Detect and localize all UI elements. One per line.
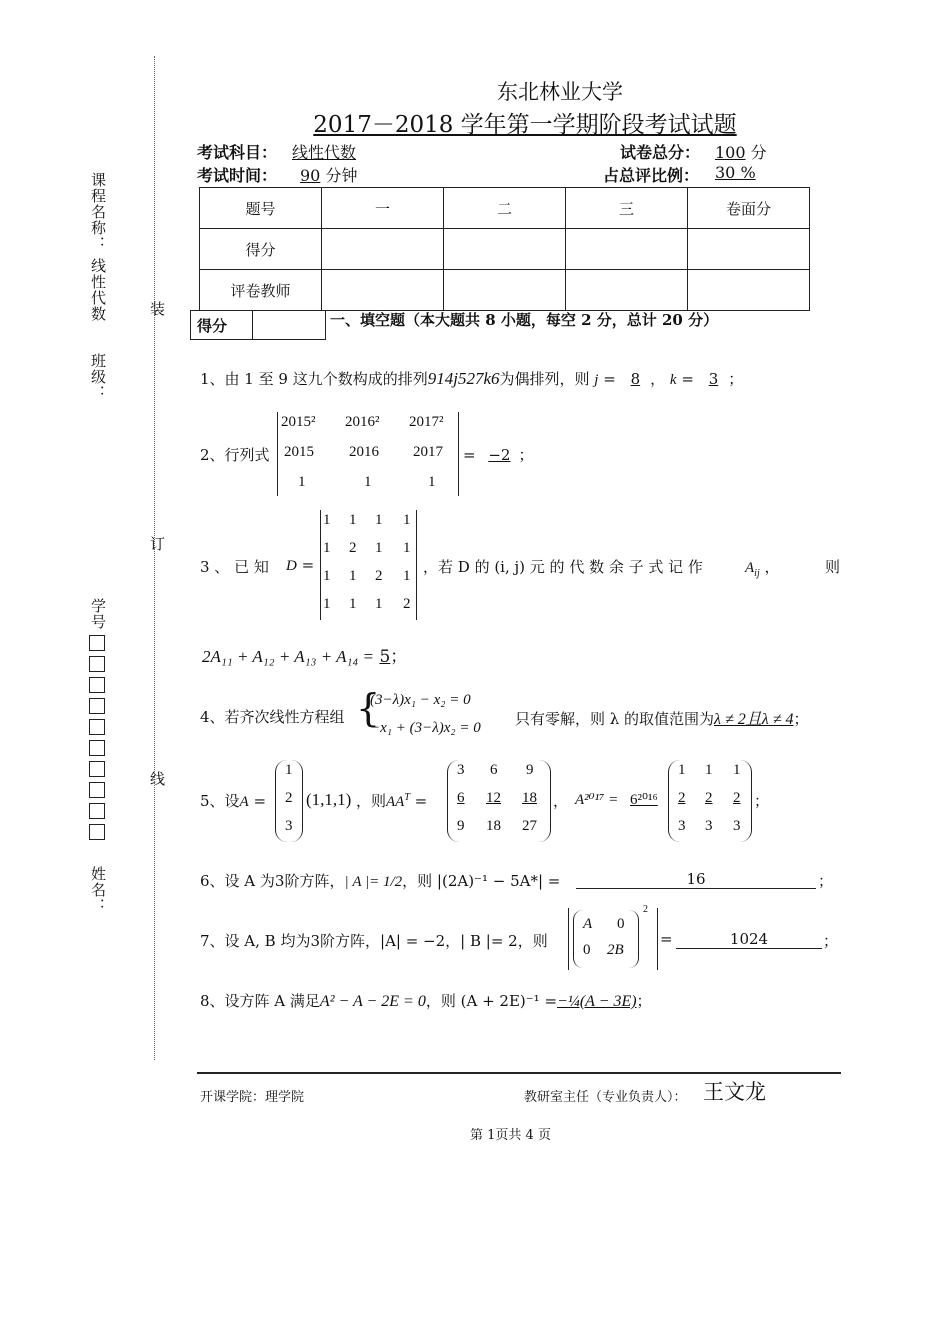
id-box[interactable] <box>89 824 105 840</box>
exam-title: 2017－2018 学年第一学期阶段考试试题 <box>313 112 737 138</box>
q4-mid: 只有零解，则 λ 的取值范围为 <box>515 710 715 728</box>
q8-condition: A² − A − 2E = 0 <box>319 993 426 1010</box>
time-value: 90 <box>300 166 321 185</box>
q2-det-cell: 1 <box>428 474 436 490</box>
id-box[interactable] <box>89 719 105 735</box>
q5-aat-cell: 18 <box>486 818 501 834</box>
q5-col-cell: 2 <box>285 790 293 806</box>
q5-aat-cell: 18 <box>522 790 537 806</box>
score-header: 卷面分 <box>688 188 810 229</box>
q7-text: 7、设 A, B 均为3阶方阵， <box>200 932 381 950</box>
q7-answer: 1024 <box>676 930 822 949</box>
q2-det-cell: 2015 <box>284 444 314 460</box>
q2-text: 2、行列式 <box>200 446 270 464</box>
q4-text: 4、若齐次线性方程组 <box>200 708 345 726</box>
director-label: 教研室主任（专业负责人）： <box>524 1090 687 1105</box>
q6-expr: ，则 |(2A)⁻¹ − 5A*| = <box>402 872 561 890</box>
id-box[interactable] <box>89 698 105 714</box>
q4-answer: λ ≠ 2且λ ≠ 4 <box>714 711 794 728</box>
q2-det-cell: 1 <box>364 474 372 490</box>
q3-det-cell: 1 <box>349 596 357 612</box>
course-name: 线性代数 <box>89 258 107 322</box>
q7-condition: |A| = −2，| B |= 2，则 <box>380 932 548 950</box>
q5-m-cell: 1 <box>705 762 713 778</box>
q5-m-cell: 2 <box>733 790 741 806</box>
q3-det-cell: 1 <box>323 596 331 612</box>
q2-det-cell: 2016² <box>345 414 380 430</box>
q3-then: 则 <box>825 558 841 576</box>
q5-m-cell: 1 <box>678 762 686 778</box>
q5-m-cell: 2 <box>678 790 686 806</box>
section1-score-cell[interactable] <box>253 311 326 340</box>
q5-m-cell: 3 <box>705 818 713 834</box>
q6-answer: 16 <box>576 870 816 889</box>
section1-score-label: 得分 <box>191 311 253 340</box>
score-header: 一 <box>322 188 444 229</box>
id-box[interactable] <box>89 740 105 756</box>
q5-then: ，则 <box>356 792 387 810</box>
total-unit: 分 <box>750 143 767 162</box>
score-cell[interactable] <box>688 229 810 270</box>
page-number: 第 1页共 4 页 <box>470 1128 551 1143</box>
score-header: 二 <box>444 188 566 229</box>
q3-det-cell: 1 <box>403 540 411 556</box>
q4-eq1: (3−λ)x₁ − x₂ = 0 <box>370 692 471 708</box>
q5-row-vector: (1,1,1) <box>306 790 352 809</box>
college-name: 理学院 <box>265 1090 305 1105</box>
college-label: 开课学院： <box>200 1090 266 1105</box>
q5-m-cell: 1 <box>733 762 741 778</box>
name-label: 姓名： <box>89 866 107 914</box>
id-box[interactable] <box>89 656 105 672</box>
id-box[interactable] <box>89 782 105 798</box>
q2-det-cell: 2017 <box>413 444 443 460</box>
total-value: 100 <box>715 143 746 162</box>
q1-text: 1、由 1 至 9 这九个数构成的排列 <box>200 370 428 388</box>
q7-block-cell: A <box>583 916 593 932</box>
q3-det-cell: 1 <box>375 540 383 556</box>
score-cell[interactable] <box>322 270 444 311</box>
q5-coef: 6²⁰¹⁶ <box>630 792 658 808</box>
q2-det-cell: 2017² <box>409 414 444 430</box>
q5-m-cell: 2 <box>705 790 713 806</box>
director-signature: 王文龙 <box>703 1080 766 1104</box>
subject-value: 线性代数 <box>292 143 357 162</box>
time-label: 考试时间： <box>197 166 278 185</box>
id-box[interactable] <box>89 677 105 693</box>
q3-determinant <box>320 510 417 620</box>
q3-det-cell: 2 <box>375 568 383 584</box>
q5-aat-cell: 27 <box>522 818 537 834</box>
q2-determinant <box>277 412 459 496</box>
id-box[interactable] <box>89 635 105 651</box>
binding-dashed-line <box>154 56 155 1060</box>
q3-det-cell: 1 <box>323 512 331 528</box>
score-header: 题号 <box>200 188 322 229</box>
q7-block-cell: 2B <box>607 942 624 958</box>
q5-aat-matrix <box>447 760 551 842</box>
q5-m-cell: 3 <box>678 818 686 834</box>
q5-m-cell: 3 <box>733 818 741 834</box>
id-box[interactable] <box>89 803 105 819</box>
time-unit: 分钟 <box>325 166 358 185</box>
question-1: 1、由 1 至 9 这九个数构成的排列914j527k6为偶排列，则 j = 8 ， k = 3 ； <box>200 369 744 388</box>
q1-permutation: 914j527k6 <box>427 369 500 388</box>
q3-det-cell: 1 <box>403 568 411 584</box>
q3-det-cell: 1 <box>375 596 383 612</box>
q4-brace: { <box>356 686 381 730</box>
q3-det-cell: 1 <box>375 512 383 528</box>
q5-text: 5、设 <box>200 792 240 810</box>
q5-power: A²⁰¹⁷ = <box>575 792 619 808</box>
q4-eq2: −x₁ + (3−λ)x₂ = 0 <box>370 720 481 736</box>
q5-column-vector <box>275 760 303 842</box>
q2-answer: −2 <box>488 446 511 464</box>
score-cell[interactable] <box>444 229 566 270</box>
q2-det-cell: 2015² <box>281 414 316 430</box>
section1-title: 一、填空题（本大题共 8 小题，每空 2 分，总计 20 分） <box>330 311 719 329</box>
bind-char-xian: 线 <box>150 770 166 788</box>
q1-answer-k: 3 <box>708 370 719 388</box>
subject-label: 考试科目： <box>197 143 278 162</box>
university-title: 东北林业大学 <box>497 80 623 104</box>
q3-det-cell: 2 <box>349 540 357 556</box>
score-header: 三 <box>566 188 688 229</box>
q5-aat-cell: 9 <box>457 818 465 834</box>
q3-tail: ，若 D 的 (i, j) 元 的 代 数 余 子 式 记 作 <box>423 558 703 576</box>
q6-condition: | A |= 1/2 <box>344 874 403 890</box>
total-label: 试卷总分： <box>620 143 701 162</box>
q8-answer: −¼(A − 3E) <box>557 993 637 1010</box>
q8-expr: ，则 (A + 2E)⁻¹ = <box>425 992 558 1010</box>
course-label: 课程名称： <box>89 172 107 252</box>
score-table <box>199 187 810 311</box>
footer-rule <box>197 1072 841 1074</box>
q1-mid: 为偶排列，则 <box>499 370 590 388</box>
q3-det-cell: 1 <box>349 512 357 528</box>
q5-aat-cell: 6 <box>490 762 498 778</box>
score-row-label: 评卷教师 <box>200 270 322 311</box>
id-boxes <box>89 632 105 845</box>
q3-det-cell: 1 <box>403 512 411 528</box>
q1-answer-j: 8 <box>630 370 641 388</box>
q5-col-cell: 1 <box>285 762 293 778</box>
q5-result-matrix <box>668 760 752 842</box>
q7-block-cell: 0 <box>617 916 625 932</box>
q3-text: 3 、 已 知 <box>200 558 269 576</box>
score-cell[interactable] <box>566 229 688 270</box>
ratio-label: 占总评比例： <box>603 166 700 185</box>
q3-answer: 5 <box>379 647 391 667</box>
id-box[interactable] <box>89 761 105 777</box>
score-cell[interactable] <box>688 270 810 311</box>
q7-block-det: A 0 0 2B 2 <box>568 908 658 970</box>
q3-det-cell: 1 <box>323 540 331 556</box>
score-cell[interactable] <box>566 270 688 311</box>
q5-aat-cell: 12 <box>486 790 501 806</box>
score-cell[interactable] <box>444 270 566 311</box>
score-row-label: 得分 <box>200 229 322 270</box>
q5-aat-cell: 6 <box>457 790 465 806</box>
q5-aat-cell: 3 <box>457 762 465 778</box>
q3-expr: 2A₁₁ + A₁₂ + A₁₃ + A₁₄ = <box>202 647 375 666</box>
bind-char-zhuang: 装 <box>150 300 166 318</box>
q3-det-cell: 1 <box>349 568 357 584</box>
section1-score-box <box>190 310 326 340</box>
ratio-value: 30 % <box>715 163 756 182</box>
q2-det-cell: 2016 <box>349 444 379 460</box>
bind-char-ding: 订 <box>150 535 166 553</box>
q2-det-cell: 1 <box>298 474 306 490</box>
id-label: 学号 <box>89 598 107 630</box>
q7-block-cell: 0 <box>583 942 591 958</box>
q3-det-cell: 1 <box>323 568 331 584</box>
q8-text: 8、设方阵 A 满足 <box>200 992 320 1010</box>
q3-det-cell: 2 <box>403 596 411 612</box>
q5-col-cell: 3 <box>285 818 293 834</box>
q5-aat-cell: 9 <box>526 762 534 778</box>
score-cell[interactable] <box>322 229 444 270</box>
q6-text: 6、设 A 为3阶方阵， <box>200 872 345 890</box>
class-label: 班级： <box>89 353 107 401</box>
